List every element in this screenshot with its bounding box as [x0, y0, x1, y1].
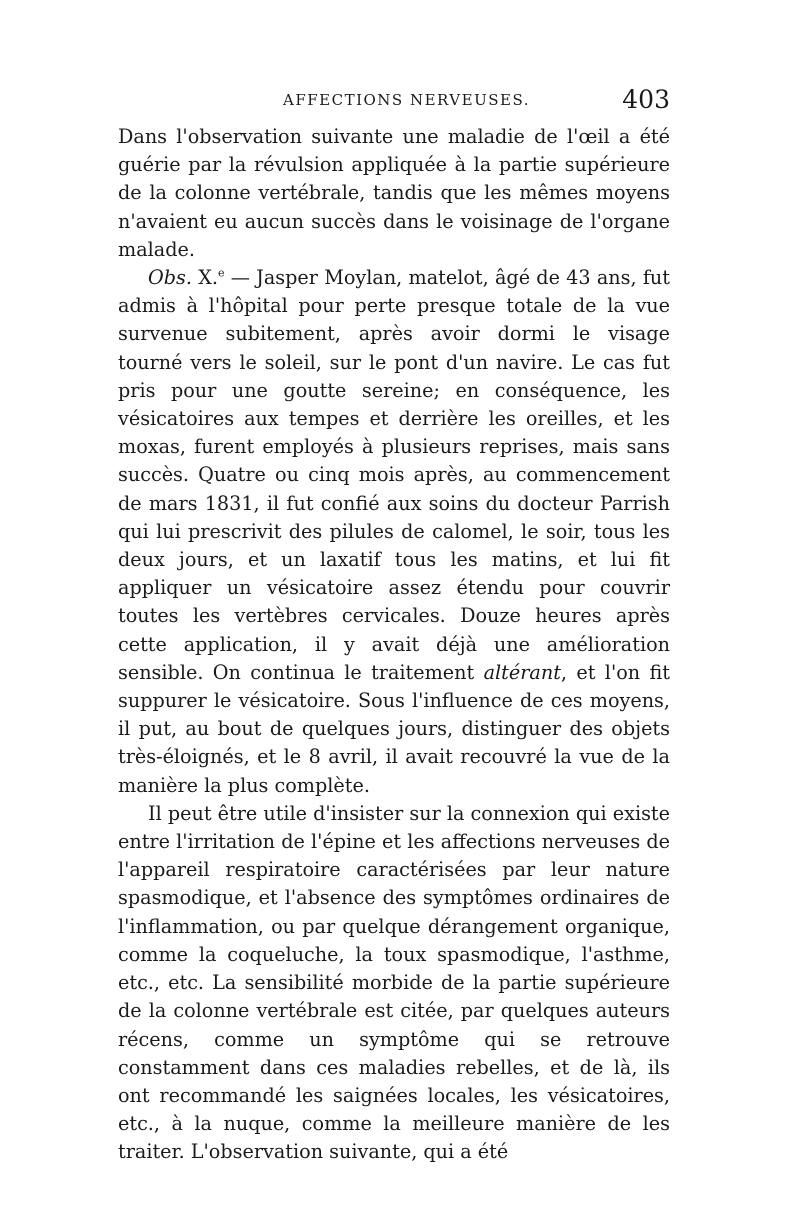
- paragraph-1: [118, 123, 670, 264]
- paragraph-2: [118, 264, 670, 800]
- page-number: 403: [622, 85, 670, 114]
- book-page: [118, 85, 670, 1185]
- paragraph-2-text-part1: — Jasper Moylan, matelot, âgé de 43 ans, fut admis à l'hôpital pour perte presque totale de la vue survenue subitement, après avoir dormi le visage tourné vers le soleil, sur le pont d'un navire. Le cas fut pris pour une goutte sereine; en conséquence, les vésicatoires aux tempes et derrière les oreilles, et les moxas, furent employés à plusieurs reprises, mais sans succès. Quatre ou cinq mois après, au commencement de mars 1831, il fut confié aux soins du docteur Parrish qui lui prescrivit des pilules de calomel, le soir, tous les deux jours, et un laxatif tous les matins, et lui fit appliquer un vésicatoire assez étendu pour couvrir toutes les vertèbres cervicales. Douze heures après cette application, il y avait déjà une amélioration sensible. On continua le traitement: [118, 266, 670, 684]
- paragraph-3: [118, 800, 670, 1167]
- observation-label: Obs.: [148, 266, 192, 290]
- running-title: AFFECTIONS NERVEUSES.: [283, 91, 530, 109]
- body-text: [118, 123, 670, 1167]
- paragraph-1-text: Dans l'observation suivante une maladie de l'œil a été guérie par la révulsion appliquée à la partie supérieure de la colonne vertébrale, tandis que les mêmes moyens n'avaient eu aucun succès dans le voisinage de l'organe malade.: [118, 125, 670, 261]
- observation-number: X.: [198, 266, 218, 290]
- running-head: [118, 85, 670, 123]
- paragraph-2-text-part2: , et l'on fit suppurer le vésicatoire. Sous l'influence de ces moyens, il put, au bout de quelques jours, distinguer des objets très-éloignés, et le 8 avril, il avait recouvré la vue de la manière la plus complète.: [118, 660, 670, 797]
- observation-superscript: e: [217, 266, 225, 280]
- paragraph-3-text: Il peut être utile d'insister sur la connexion qui existe entre l'irritation de l'épine et les affections nerveuses de l'appareil respiratoire caractérisées par leur nature spasmodique, et l'absence des symptômes ordinaires de l'inflammation, ou par quelque dérangement organique, comme la coqueluche, la toux spasmodique, l'asthme, etc., etc. La sensibilité morbide de la partie supérieure de la colonne vertébrale est citée, par quelques auteurs récens, comme un symptôme qui se retrouve constamment dans ces maladies rebelles, et de là, ils ont recommandé les saignées locales, les vésicatoires, etc., à la nuque, comme la meilleure manière de les traiter. L'observation suivante, qui a été: [118, 801, 670, 1164]
- italic-term: altérant: [483, 660, 561, 684]
